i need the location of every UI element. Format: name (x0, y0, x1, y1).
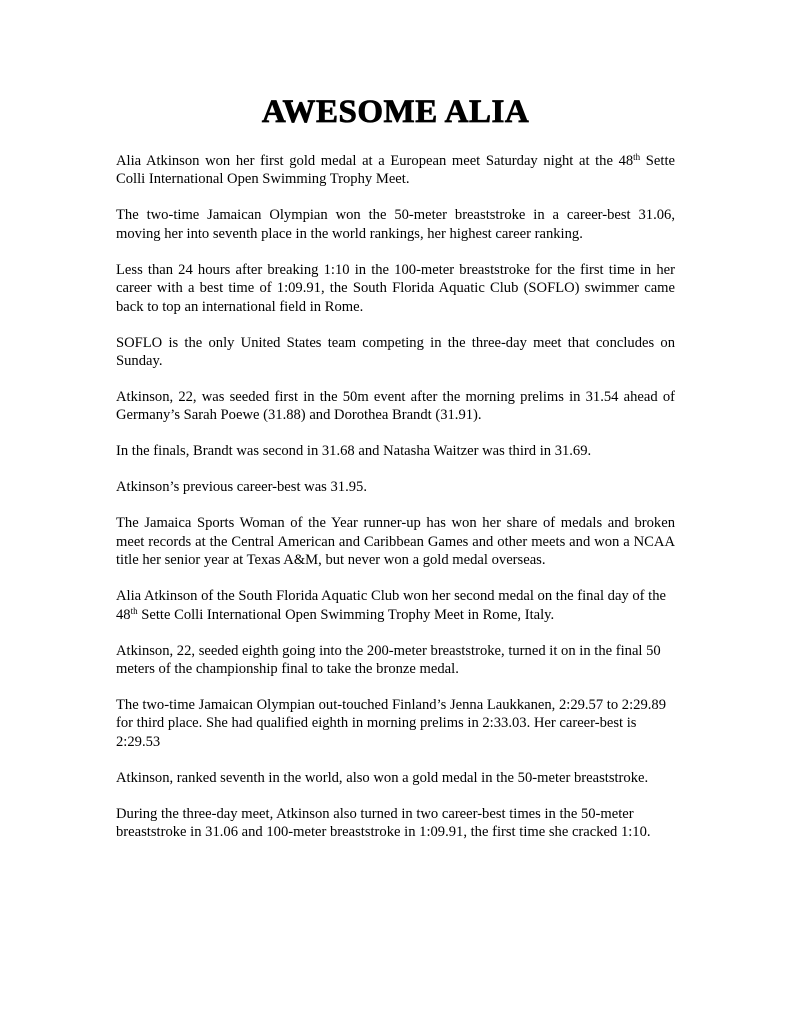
document-page (116, 92, 675, 859)
paragraph-6: In the finals, Brandt was second in 31.68 and Natasha Waitzer was third in 31.69. (116, 443, 592, 460)
paragraph-12: Atkinson, ranked seventh in the world, also won a gold medal in the 50-meter breaststroke. (116, 769, 649, 786)
paragraph-9 (116, 587, 675, 624)
document-title: AWESOME ALIA (261, 94, 530, 130)
paragraph-11: The two-time Jamaican Olympian out-touched Finland’s Jenna Laukkanen, 2:29.57 to 2:29.89 for third place. She had qualified eighth in morning prelims in 2:33.03. Her career-best is 2:29.53 (116, 697, 666, 750)
paragraph-text: Sette Colli International Open Swimming Trophy Meet in Rome, Italy. (137, 606, 555, 623)
paragraph-10: Atkinson, 22, seeded eighth going into the 200-meter breaststroke, turned it on in the final 50 meters of the championship final to take the bronze medal. (116, 642, 661, 678)
paragraph-3: Less than 24 hours after breaking 1:10 in the 100-meter breaststroke for the first time in her career with a best time of 1:09.91, the South Florida Aquatic Club (SOFLO) swimmer came back to top an international field in Rome. (116, 261, 675, 315)
paragraph-2: The two-time Jamaican Olympian won the 50-meter breaststroke in a career-best 31.06, moving her into seventh place in the world rankings, her highest career ranking. (116, 207, 675, 242)
paragraph-text: Alia Atkinson won her first gold medal at a European meet Saturday night at the 48 (116, 153, 634, 169)
ordinal-superscript: th (633, 152, 641, 162)
paragraph-7: Atkinson’s previous career-best was 31.95. (116, 479, 367, 496)
paragraph-4: SOFLO is the only United States team competing in the three-day meet that concludes on Sunday. (116, 334, 675, 370)
ordinal-superscript: th (130, 605, 138, 616)
paragraph-1 (116, 152, 675, 189)
paragraph-8: The Jamaica Sports Woman of the Year runner-up has won her share of medals and broken meet records at the Central American and Caribbean Games and other meets and won a NCAA title her senior year at Texas A&M, but never won a gold medal overseas. (116, 515, 675, 569)
paragraph-text: Alia Atkinson of the South Florida Aquatic Club won her second medal on the final day of the 48 (116, 588, 667, 623)
paragraph-5: Atkinson, 22, was seeded first in the 50m event after the morning prelims in 31.54 ahead of Germany’s Sarah Poewe (31.88) and Dorothea Brandt (31.91). (116, 389, 675, 424)
paragraph-text: Sette Colli International Open Swimming Trophy Meet. (116, 153, 675, 188)
paragraph-13: During the three-day meet, Atkinson also turned in two career-best times in the 50-meter breaststroke in 31.06 and 100-meter breaststroke in 1:09.91, the first time she cracked 1:10. (116, 805, 651, 841)
